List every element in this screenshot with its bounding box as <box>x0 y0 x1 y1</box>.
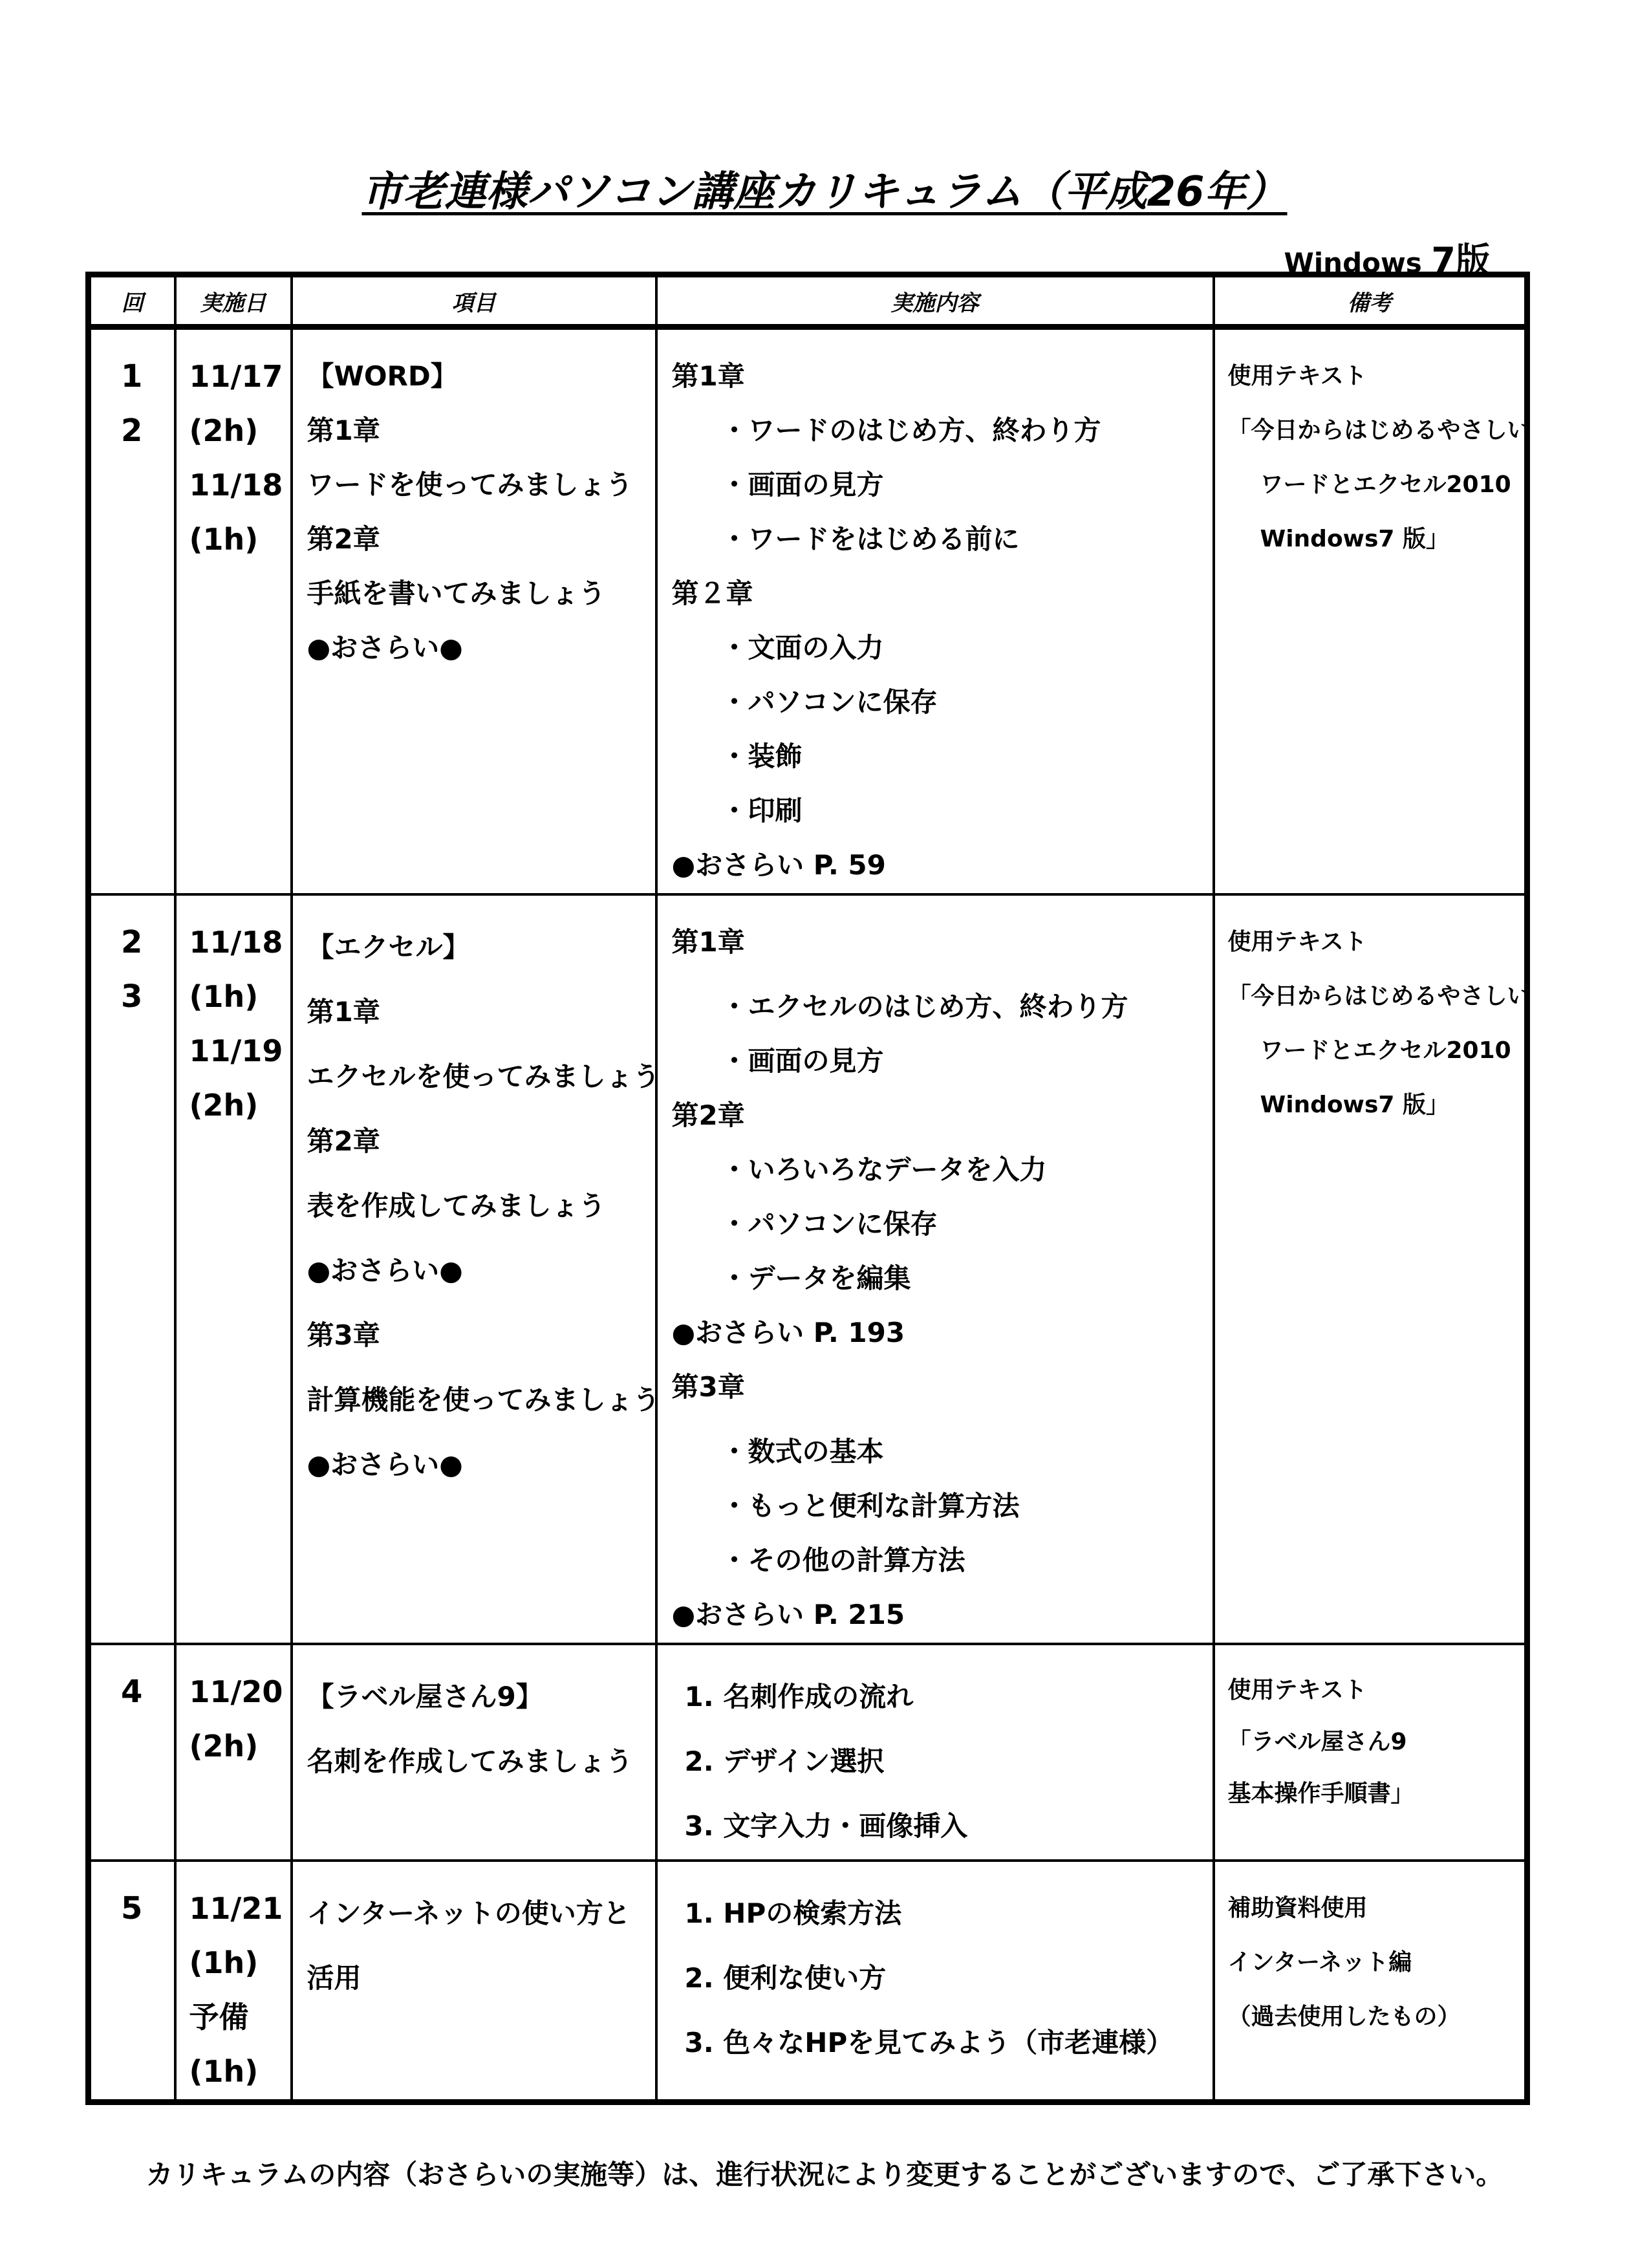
session-number: 1 <box>121 358 143 394</box>
content-item: ・装飾 <box>720 740 803 772</box>
content-chapter: 第2章 <box>671 1099 745 1131</box>
footer-note: カリキュラムの内容（おさらいの実施等）は、進行状況により変更することがございますので、ご了承下さい。 <box>146 2159 1503 2190</box>
content-chapter: 第２章 <box>671 578 753 609</box>
header-topic: 項目 <box>292 275 656 327</box>
note-line: 使用テキスト <box>1227 929 1367 955</box>
content-item: ・もっと便利な計算方法 <box>720 1490 1020 1522</box>
notes-cell <box>1214 1644 1527 1861</box>
content-cell <box>656 327 1214 895</box>
topic-line: ●おさらい● <box>307 1449 463 1480</box>
topic-line: 名刺を作成してみましょう <box>307 1745 633 1777</box>
session-number: 4 <box>121 1674 143 1710</box>
date-line: 11/19 <box>189 1033 283 1068</box>
content-chapter: 第3章 <box>671 1371 745 1403</box>
date-cell <box>175 894 292 1644</box>
content-item: 1. 名刺作成の流れ <box>684 1681 914 1712</box>
table-row <box>89 1861 1527 2102</box>
content-cell <box>656 894 1214 1644</box>
header-row <box>89 275 1527 327</box>
date-line: (1h) <box>189 1945 259 1980</box>
note-line: ワードとエクセル2010 <box>1260 471 1511 498</box>
note-line: インターネット編 <box>1227 1949 1412 1976</box>
date-cell <box>175 1644 292 1861</box>
topic-line: 第2章 <box>307 1125 380 1157</box>
date-line: (1h) <box>189 522 259 557</box>
content-item: ・文面の入力 <box>720 632 884 664</box>
topic-line: ●おさらい● <box>307 1255 463 1286</box>
topic-cell <box>292 1861 656 2102</box>
note-line: ワードとエクセル2010 <box>1260 1037 1511 1064</box>
topic-line: エクセルを使ってみましょう <box>307 1061 660 1092</box>
note-line: 補助資料使用 <box>1227 1895 1368 1921</box>
date-line: 11/17 <box>189 359 283 394</box>
topic-cell <box>292 894 660 1644</box>
topic-line: 第1章 <box>307 415 380 446</box>
content-item: ・印刷 <box>720 795 803 826</box>
notes-cell <box>1214 894 1531 1644</box>
note-line: 「ラベル屋さん9 <box>1227 1729 1407 1755</box>
content-item: 1. HPの検索方法 <box>684 1897 902 1929</box>
session-number: 3 <box>121 978 143 1015</box>
topic-line: ワードを使ってみましょう <box>307 469 633 501</box>
content-chapter: 第1章 <box>671 926 745 958</box>
content-chapter: 第1章 <box>671 360 745 392</box>
session-cell <box>89 327 175 895</box>
topic-line: 【ラベル屋さん9】 <box>307 1681 543 1712</box>
content-review: ●おさらい P. 193 <box>671 1317 905 1348</box>
date-line: (2h) <box>189 1088 259 1123</box>
notes-cell <box>1214 1861 1527 2102</box>
session-number: 5 <box>121 1890 143 1927</box>
content-item: 3. 文字入力・画像挿入 <box>684 1810 968 1842</box>
date-line: (2h) <box>189 413 259 448</box>
content-review: ●おさらい P. 59 <box>671 849 886 881</box>
content-item: ・画面の見方 <box>720 469 884 501</box>
date-line: 11/20 <box>189 1674 283 1709</box>
topic-cell <box>292 1644 656 1861</box>
content-item: ・画面の見方 <box>720 1045 884 1077</box>
date-line: 11/18 <box>189 468 283 502</box>
topic-line: インターネットの使い方と <box>307 1897 630 1929</box>
page-title-text: 市老連様パソコン講座カリキュラム（平成26年） <box>361 168 1288 216</box>
note-line: 使用テキスト <box>1227 1677 1367 1703</box>
note-line: （過去使用したもの） <box>1227 2003 1461 2030</box>
edition-version: 7版 <box>1431 240 1491 281</box>
date-line: (1h) <box>189 979 259 1014</box>
topic-line: 【WORD】 <box>307 360 458 392</box>
topic-line: 表を作成してみましょう <box>307 1190 606 1222</box>
date-line: 予備 <box>189 2000 249 2035</box>
topic-line: 計算機能を使ってみましょう <box>307 1384 660 1416</box>
content-review: ●おさらい P. 215 <box>671 1599 905 1630</box>
topic-line: 活用 <box>307 1962 361 1994</box>
note-line: 「今日からはじめるやさしい <box>1227 417 1531 444</box>
date-cell <box>175 1861 292 2102</box>
date-cell <box>175 327 292 895</box>
note-line: 「今日からはじめるやさしい <box>1227 983 1531 1010</box>
content-item: ・数式の基本 <box>720 1436 884 1467</box>
session-number: 2 <box>121 413 143 449</box>
topic-line: 手紙を書いてみましょう <box>307 578 606 609</box>
note-line: 使用テキスト <box>1227 363 1367 389</box>
note-line: 基本操作手順書」 <box>1227 1780 1414 1807</box>
topic-cell <box>292 327 656 895</box>
header-session: 回 <box>89 275 175 327</box>
header-date: 実施日 <box>175 275 292 327</box>
content-item: 3. 色々なHPを見てみよう（市老連様） <box>684 2027 1174 2058</box>
content-item: ・パソコンに保存 <box>720 686 938 718</box>
topic-line: 第1章 <box>307 996 380 1028</box>
table-row <box>89 327 1527 895</box>
content-cell <box>656 1644 1214 1861</box>
topic-line: 第3章 <box>307 1319 380 1351</box>
content-item: ・いろいろなデータを入力 <box>720 1154 1047 1185</box>
topic-line: ●おさらい● <box>307 632 463 664</box>
note-line: Windows7 版」 <box>1260 1092 1449 1118</box>
content-item: ・パソコンに保存 <box>720 1208 938 1240</box>
curriculum-table <box>85 272 1530 2105</box>
page-title <box>0 158 1649 218</box>
session-number: 2 <box>121 924 143 960</box>
date-line: 11/18 <box>189 925 283 960</box>
content-item: ・エクセルのはじめ方、終わり方 <box>720 991 1128 1022</box>
date-line: (1h) <box>189 2054 259 2089</box>
content-item: ・その他の計算方法 <box>720 1544 965 1576</box>
table-row <box>89 1644 1527 1861</box>
date-line: (2h) <box>189 1729 259 1764</box>
header-content: 実施内容 <box>656 275 1214 327</box>
date-line: 11/21 <box>189 1891 283 1926</box>
content-item: 2. デザイン選択 <box>684 1745 885 1777</box>
header-notes: 備考 <box>1214 275 1527 327</box>
notes-cell <box>1214 327 1531 895</box>
session-cell <box>89 894 175 1644</box>
note-line: Windows7 版」 <box>1260 526 1449 552</box>
table-row <box>89 894 1527 1644</box>
edition-prefix: Windows <box>1284 247 1422 279</box>
topic-line: 第2章 <box>307 523 380 555</box>
content-item: 2. 便利な使い方 <box>684 1962 887 1994</box>
topic-line: 【エクセル】 <box>307 931 470 963</box>
content-item: ・ワードのはじめ方、終わり方 <box>720 415 1101 446</box>
session-cell <box>89 1644 175 1861</box>
content-item: ・ワードをはじめる前に <box>720 523 1020 555</box>
content-item: ・データを編集 <box>720 1262 911 1294</box>
content-cell <box>656 1861 1214 2102</box>
session-cell <box>89 1861 175 2102</box>
